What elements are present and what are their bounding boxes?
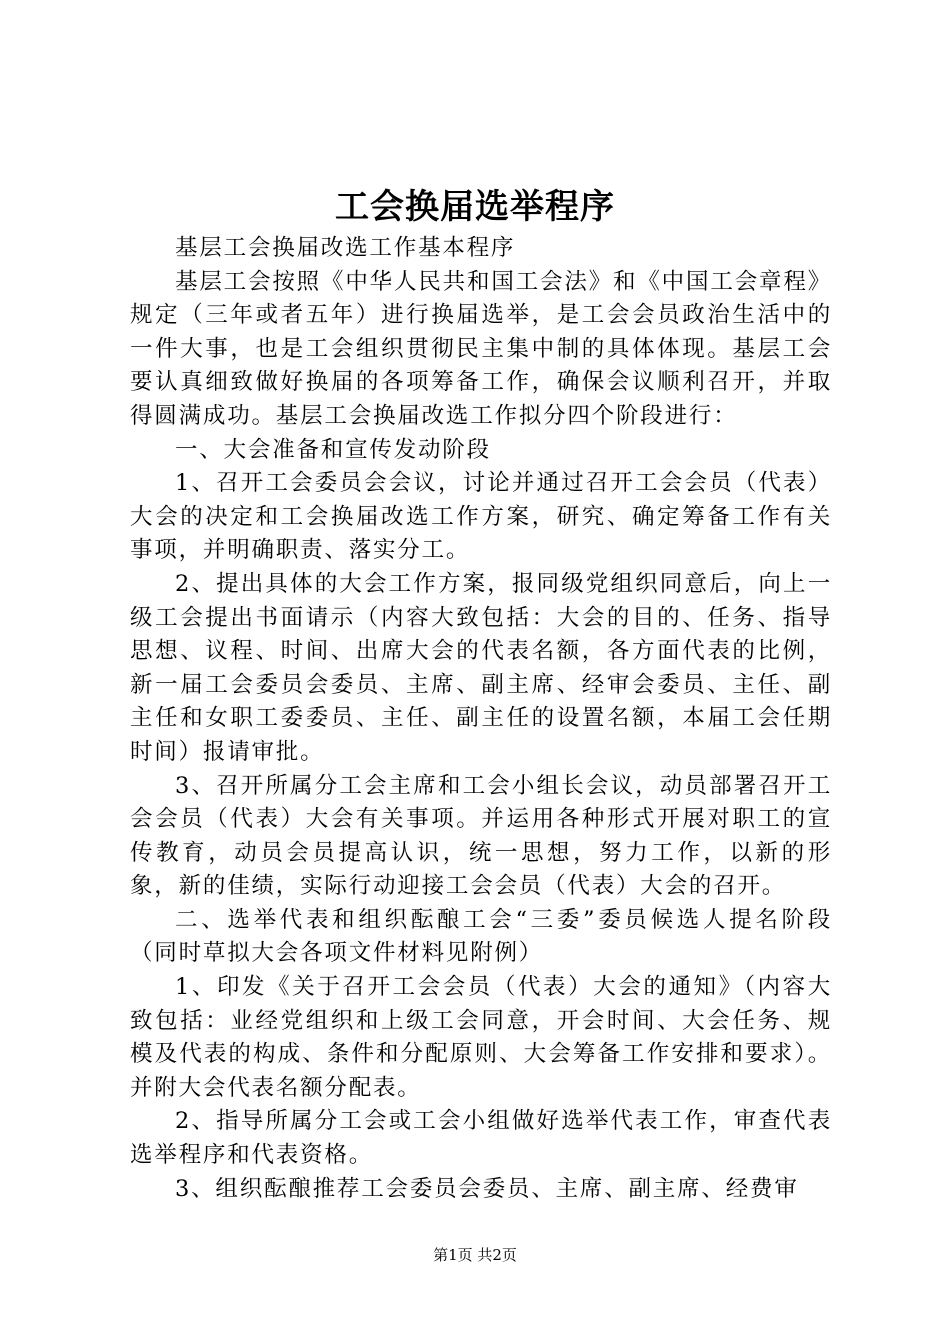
section-heading-2: 二、选举代表和组织酝酿工会“三委”委员候选人提名阶段（同时草拟大会各项文件材料见附例） [130,906,832,967]
paragraph-item: 2、提出具体的大会工作方案，报同级党组织同意后，向上一级工会提出书面请示（内容大致包括：大会的目的、任务、指导思想、议程、时间、出席大会的代表名额，各方面代表的比例，新一届工会委员会委员、主席、副主席、经审会委员、主任、副主任和女职工委委员、主任、副主任的设置名额，本届工会任期时间）报请审批。 [130,570,832,765]
page-footer: 第1页 共2页 [433,1246,517,1264]
paragraph-item: 2、指导所属分工会或工会小组做好选举代表工作，审查代表选举程序和代表资格。 [130,1108,832,1169]
paragraph-item: 1、印发《关于召开工会会员（代表）大会的通知》（内容大致包括：业经党组织和上级工会同意，开会时间、大会任务、规模及代表的构成、条件和分配原则、大会筹备工作安排和要求）。并附大会代表名额分配表。 [130,974,832,1101]
paragraph-subtitle: 基层工会换届改选工作基本程序 [175,235,516,261]
section-heading-1: 一、大会准备和宣传发动阶段 [175,436,491,463]
document-title: 工会换届选举程序 [335,187,615,227]
paragraph-item: 3、组织酝酿推荐工会委员会委员、主席、副主席、经费审 [175,1175,799,1202]
document-body [130,232,832,1206]
paragraph-item: 1、召开工会委员会会议，讨论并通过召开工会会员（代表）大会的决定和工会换届改选工作方案，研究、确定筹备工作有关事项，并明确职责、落实分工。 [130,470,832,564]
paragraph-intro: 基层工会按照《中华人民共和国工会法》和《中国工会章程》规定（三年或者五年）进行换届选举，是工会会员政治生活中的一件大事，也是工会组织贯彻民主集中制的具体体现。基层工会要认真细致做好换届的各项筹备工作，确保会议顺利召开，并取得圆满成功。基层工会换届改选工作拟分四个阶段进行： [130,268,832,429]
paragraph-item: 3、召开所属分工会主席和工会小组长会议，动员部署召开工会会员（代表）大会有关事项。并运用各种形式开展对职工的宣传教育，动员会员提高认识，统一思想，努力工作，以新的形象，新的佳绩，实际行动迎接工会会员（代表）大会的召开。 [130,772,832,900]
